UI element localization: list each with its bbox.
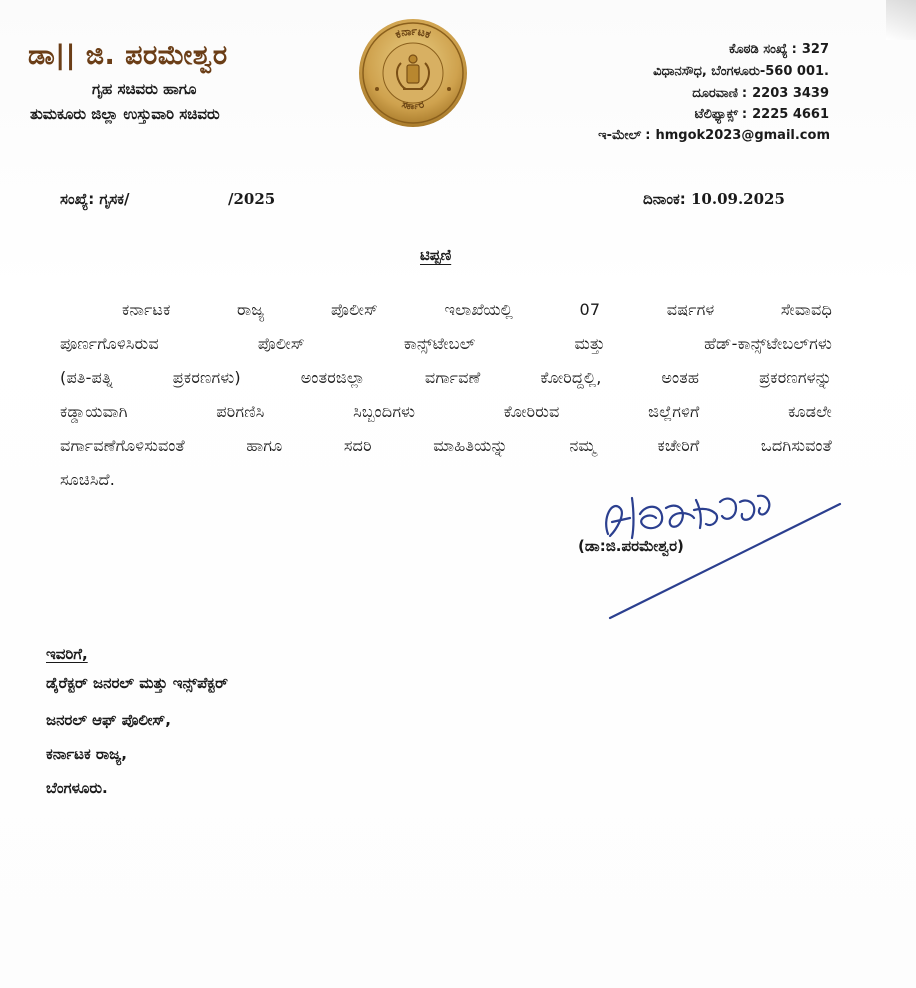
body-line: ಕರ್ನಾಟಕ ರಾಜ್ಯ ಪೊಲೀಸ್ ಇಲಾಖೆಯಲ್ಲಿ 07 ವರ್ಷಗಳ ಸೇವಾವಧಿ bbox=[122, 300, 832, 319]
contact-telefax: ಟೆಲಿಫ್ಯಾಕ್ಸ್ : 2225 4661 bbox=[694, 107, 829, 122]
contact-label: ಟೆಲಿಫ್ಯಾಕ್ಸ್ bbox=[694, 107, 738, 122]
addressee-line: ಬೆಂಗಳೂರು. bbox=[46, 779, 108, 797]
contact-email: ಇ-ಮೇಲ್ : hmgok2023@gmail.com bbox=[598, 128, 830, 143]
body-line: ಪೂರ್ಣಗೊಳಿಸಿರುವ ಪೊಲೀಸ್ ಕಾನ್ಸ್‌ಟೇಬಲ್ ಮತ್ತು ಹೆಡ್-ಕಾನ್ಸ್‌ಟೇಬಲ್‌ಗಳು bbox=[60, 334, 832, 353]
minister-name: ಡಾ|| ಜಿ. ಪರಮೇಶ್ವರ bbox=[28, 40, 228, 71]
designation-line-2: ತುಮಕೂರು ಜಿಲ್ಲಾ ಉಸ್ತುವಾರಿ ಸಚಿವರು bbox=[30, 105, 220, 123]
contact-phone: ದೂರವಾಣಿ : 2203 3439 bbox=[692, 86, 829, 101]
signatory-name: (ಡಾ:ಜಿ.ಪರಮೇಶ್ವರ) bbox=[578, 537, 684, 555]
karnataka-government-emblem-icon bbox=[357, 17, 469, 129]
subject-heading: ಟಿಪ್ಪಣಿ bbox=[420, 246, 452, 264]
contact-value: 2225 4661 bbox=[752, 107, 829, 122]
contact-room-number: ಕೊಠಡಿ ಸಂಖ್ಯೆ : 327 bbox=[728, 42, 829, 57]
contact-value: ವಿಧಾನಸೌಧ, ಬೆಂಗಳೂರು-560 001. bbox=[653, 64, 829, 79]
body-line: ಸೂಚಿಸಿದೆ. bbox=[60, 470, 116, 489]
emblem-bottom-text: ಸರ್ಕಾರ bbox=[400, 99, 426, 113]
date-label: ದಿನಾಂಕ: bbox=[643, 190, 686, 208]
reference-year: /2025 bbox=[228, 190, 276, 208]
contact-value: 327 bbox=[801, 42, 829, 57]
addressee-line: ಡೈರೆಕ್ಟರ್ ಜನರಲ್ ಮತ್ತು ಇನ್ಸ್‌ಪೆಕ್ಟರ್ bbox=[46, 674, 228, 692]
contact-value: 2203 3439 bbox=[752, 86, 829, 101]
body-line: ಕಡ್ಡಾಯವಾಗಿ ಪರಿಗಣಿಸಿ ಸಿಬ್ಬಂದಿಗಳು ಕೋರಿರುವ ಜಿಲ್ಲೆಗಳಿಗೆ ಕೂಡಲೇ bbox=[60, 402, 832, 421]
contact-label: ದೂರವಾಣಿ bbox=[692, 86, 738, 101]
emblem-top-text: ಕರ್ನಾಟಕ bbox=[393, 24, 433, 42]
contact-label: ಕೊಠಡಿ ಸಂಖ್ಯೆ bbox=[728, 42, 788, 57]
page-corner-shadow bbox=[886, 0, 916, 40]
reference-number: ಸಂಖ್ಯೆ: ಗೃಸಕ/ bbox=[60, 190, 130, 208]
addressee-heading: ಇವರಿಗೆ, bbox=[46, 645, 88, 663]
designation-line-1: ಗೃಹ ಸಚಿವರು ಹಾಗೂ bbox=[92, 80, 197, 98]
body-line: ವರ್ಗಾವಣೆಗೊಳಿಸುವಂತೆ ಹಾಗೂ ಸದರಿ ಮಾಹಿತಿಯನ್ನು ನಮ್ಮ ಕಚೇರಿಗೆ ಒದಗಿಸುವಂತೆ bbox=[60, 436, 832, 455]
svg-text:ಸರ್ಕಾರ bbox=[400, 99, 426, 112]
addressee-line: ಕರ್ನಾಟಕ ರಾಜ್ಯ, bbox=[46, 745, 128, 763]
contact-address bbox=[653, 64, 829, 79]
date-value: 10.09.2025 bbox=[690, 190, 785, 208]
addressee-line: ಜನರಲ್ ಆಫ್ ಪೊಲೀಸ್, bbox=[46, 711, 171, 729]
letter-date bbox=[643, 190, 785, 208]
contact-label: ಇ-ಮೇಲ್ bbox=[598, 128, 642, 143]
contact-value: hmgok2023@gmail.com bbox=[655, 128, 830, 143]
body-line: (ಪತಿ-ಪತ್ನಿ ಪ್ರಕರಣಗಳು) ಅಂತರಜಿಲ್ಲಾ ವರ್ಗಾವಣೆ ಕೋರಿದ್ದಲ್ಲಿ, ಅಂತಹ ಪ್ರಕರಣಗಳನ್ನು bbox=[60, 368, 832, 387]
